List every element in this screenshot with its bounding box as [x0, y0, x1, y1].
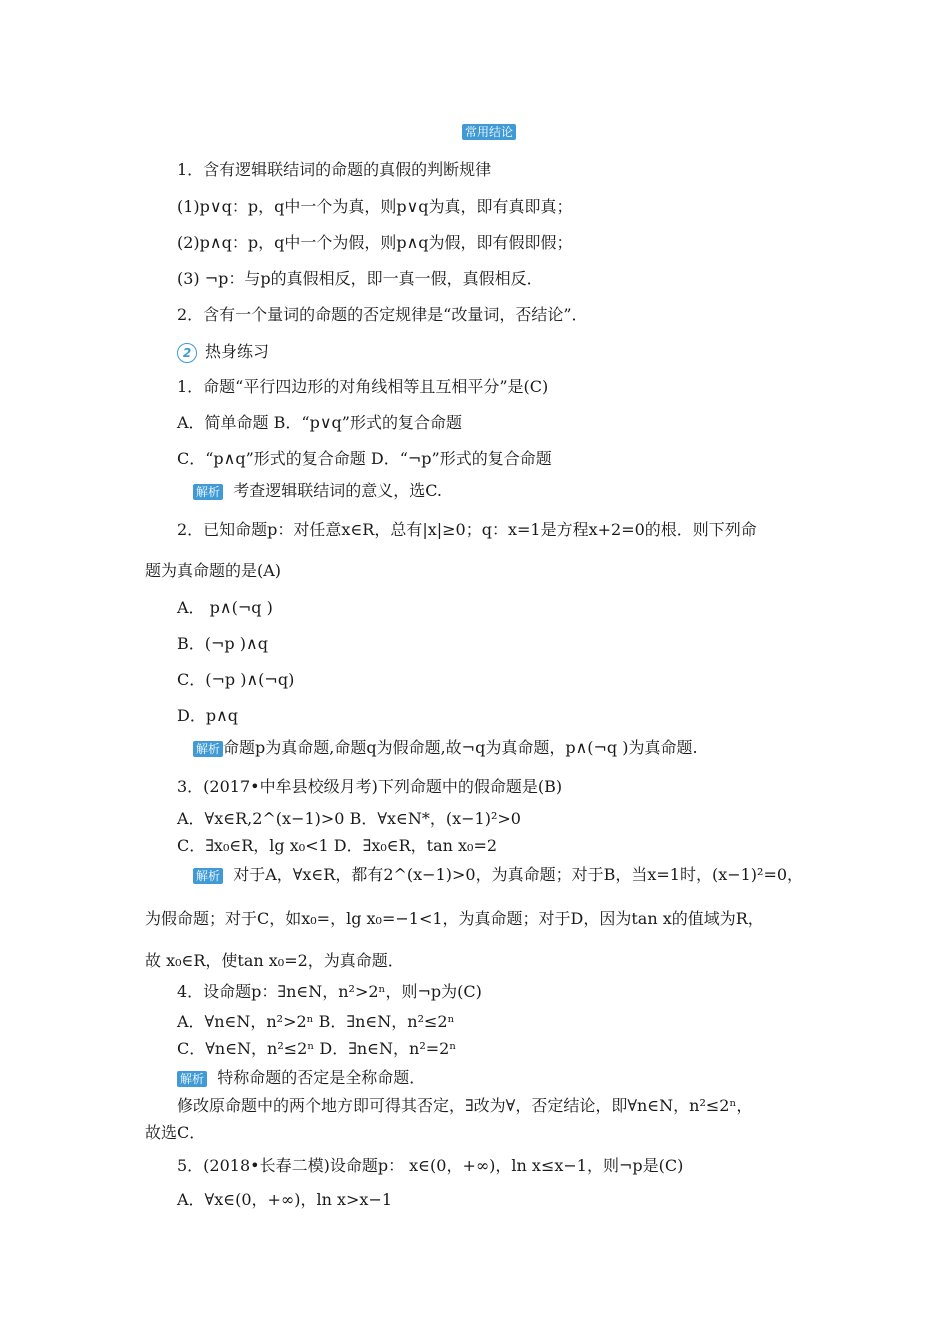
section-heading: [177, 340, 269, 364]
solution-text: 命题p为真命题,命题q为假命题,故¬q为真命题，p∧(¬q )为真命题.: [223, 738, 698, 757]
solution-text: 考查逻辑联结词的意义，选C.: [233, 481, 442, 500]
question-1-solution: [193, 481, 442, 501]
question-5-option-a: A．∀x∈(0，+∞)，ln x>x−1: [177, 1190, 393, 1209]
section-number-icon: 2: [177, 343, 197, 363]
solution-badge: 解析: [177, 1071, 207, 1087]
question-1: 1．命题“平行四边形的对角线相等且互相平分”是(C): [177, 377, 549, 396]
question-2-line-1: 2．已知命题p：对任意x∈R，总有|x|≥0；q：x=1是方程x+2=0的根．则下列命: [177, 520, 757, 539]
question-3-solution-line-2: 为假命题；对于C，如x₀=，lg x₀=−1<1，为真命题；对于D，因为tan x的值域为R，: [145, 909, 764, 928]
solution-badge: 解析: [193, 741, 223, 757]
solution-text: 对于A，∀x∈R，都有2^(x−1)>0，为真命题；对于B，当x=1时，(x−1)²=0，: [233, 865, 804, 884]
question-4: 4．设命题p：∃n∈N，n²>2ⁿ，则¬p为(C): [177, 982, 482, 1001]
question-2-option-c: C．(¬p )∧(¬q): [177, 670, 295, 689]
conclusion-title: 1．含有逻辑联结词的命题的真假的判断规律: [177, 160, 492, 179]
question-5: 5．(2018•长春二模)设命题p： x∈(0，+∞)，ln x≤x−1，则¬p是(C): [177, 1156, 684, 1175]
question-3-solution: [193, 865, 803, 885]
conclusion-rule-1: (1)p∨q：p，q中一个为真，则p∨q为真，即有真即真；: [177, 197, 573, 216]
question-2-option-a: A． p∧(¬q ): [177, 598, 273, 617]
conclusion-rule-4: 2．含有一个量词的命题的否定规律是“改量词，否结论”．: [177, 305, 588, 324]
solution-text: 特称命题的否定是全称命题．: [217, 1068, 426, 1087]
solution-badge: 解析: [193, 868, 223, 884]
question-3: 3．(2017•中牟县校级月考)下列命题中的假命题是(B): [177, 777, 563, 796]
question-4-options-cd: C．∀n∈N，n²≤2ⁿ D．∃n∈N，n²=2ⁿ: [177, 1039, 457, 1058]
question-1-options-ab: A．简单命题 B．“p∨q”形式的复合命题: [177, 413, 462, 432]
question-4-note-line-2: 故选C．: [145, 1123, 206, 1142]
question-2-option-d: D．p∧q: [177, 706, 239, 725]
question-4-note-line-1: 修改原命题中的两个地方即可得其否定，∃改为∀，否定结论，即∀n∈N，n²≤2ⁿ，: [177, 1096, 753, 1115]
question-3-solution-line-3: 故 x₀∈R，使tan x₀=2，为真命题．: [145, 951, 404, 970]
question-1-options-cd: C．“p∧q”形式的复合命题 D．“¬p”形式的复合命题: [177, 449, 552, 468]
question-3-options-ab: A．∀x∈R,2^(x−1)>0 B．∀x∈N*，(x−1)²>0: [177, 809, 521, 828]
question-2-line-2: 题为真命题的是(A): [145, 561, 282, 580]
question-2-solution: [193, 738, 698, 758]
conclusion-rule-3: (3) ¬p：与p的真假相反，即一真一假，真假相反．: [177, 269, 543, 288]
solution-badge: 解析: [193, 484, 223, 500]
section-title: 热身练习: [205, 342, 270, 361]
question-4-options-ab: A．∀n∈N，n²>2ⁿ B．∃n∈N，n²≤2ⁿ: [177, 1012, 455, 1031]
conclusions-badge: 常用结论: [462, 124, 516, 140]
question-3-options-cd: C．∃x₀∈R，lg x₀<1 D．∃x₀∈R，tan x₀=2: [177, 836, 498, 855]
question-4-solution: [177, 1068, 425, 1088]
question-2-option-b: B．(¬p )∧q: [177, 634, 268, 653]
conclusion-rule-2: (2)p∧q：p，q中一个为假，则p∧q为假，即有假即假；: [177, 233, 573, 252]
